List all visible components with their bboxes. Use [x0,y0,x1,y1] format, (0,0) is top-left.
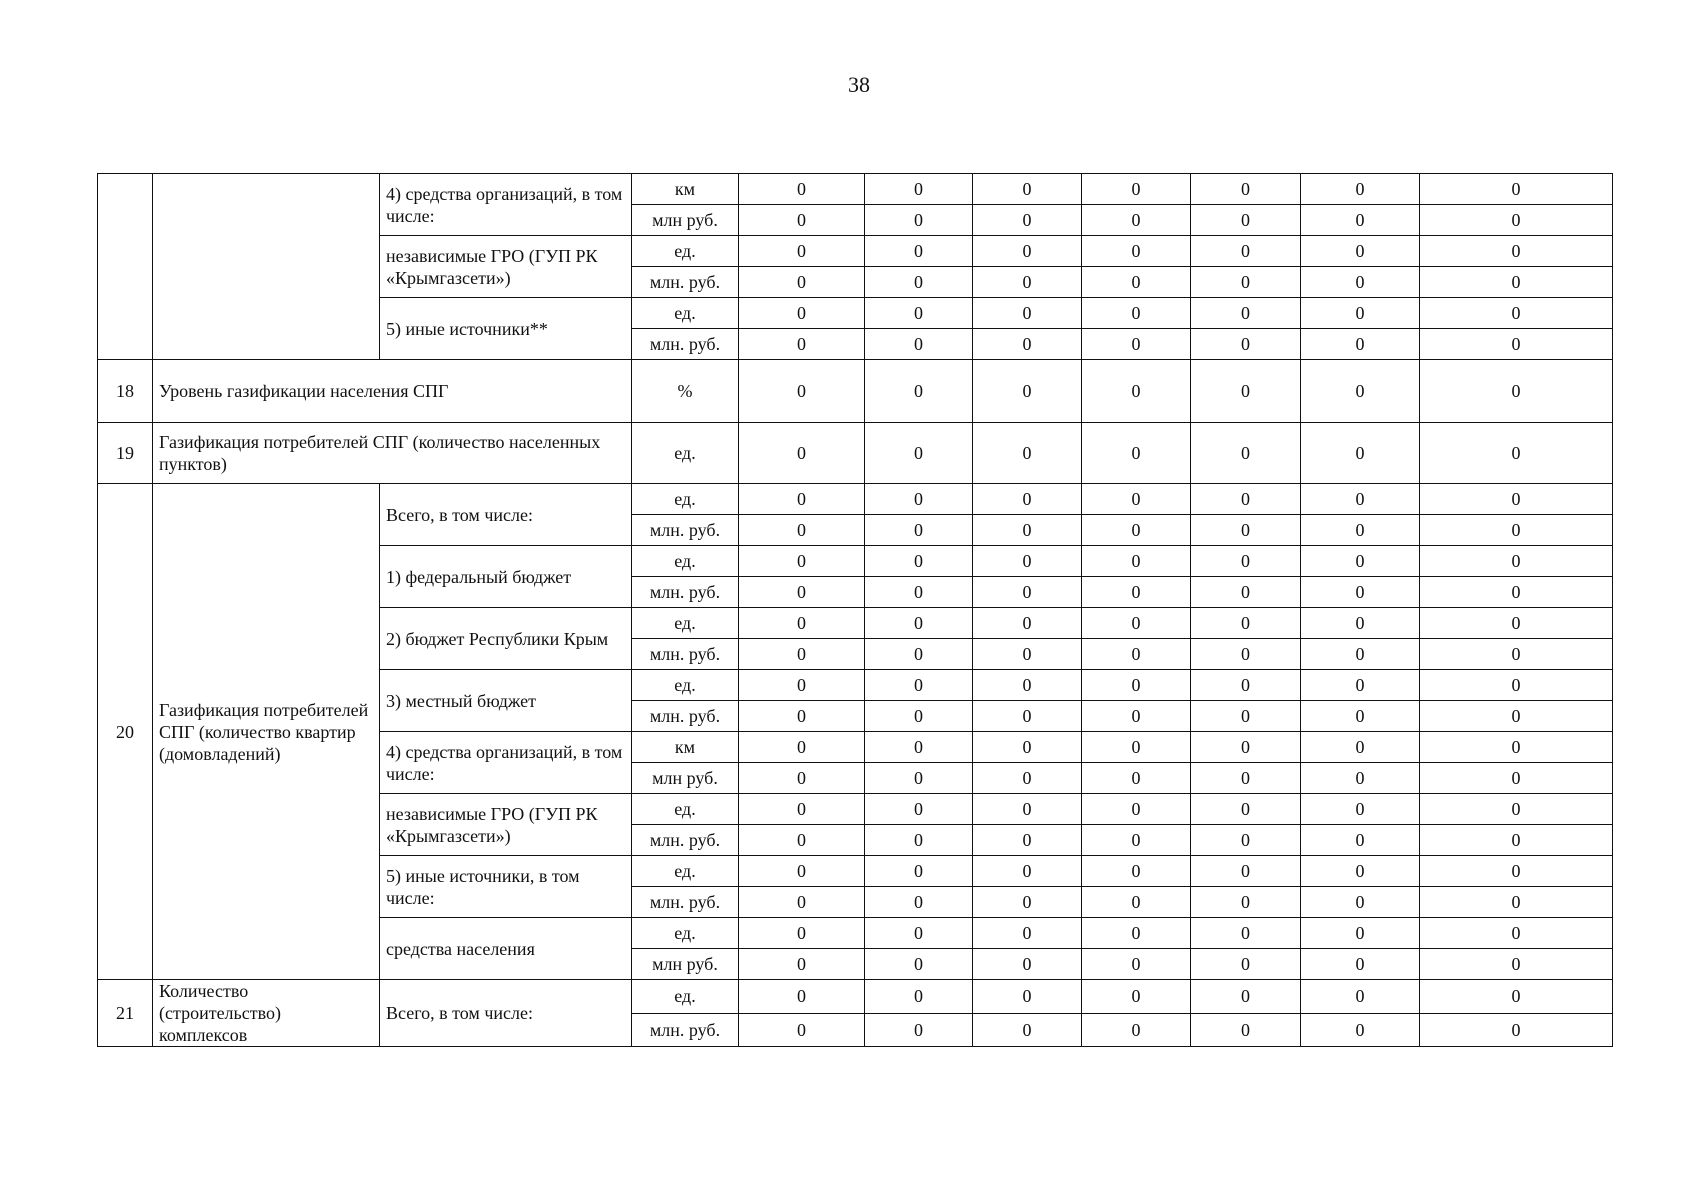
value-cell: 0 [1191,484,1301,515]
value-cell: 0 [865,918,973,949]
value-cell: 0 [1301,329,1420,360]
value-cell: 0 [865,608,973,639]
value-cell: 0 [865,423,973,484]
value-cell: 0 [973,980,1082,1014]
value-cell: 0 [1301,608,1420,639]
value-cell: 0 [1191,423,1301,484]
value-cell: 0 [1301,639,1420,670]
value-cell: 0 [865,887,973,918]
row-number-cell [98,174,153,360]
indicators-table [97,173,1613,1047]
value-cell: 0 [1301,1013,1420,1047]
value-cell: 0 [1301,360,1420,423]
value-cell: 0 [1301,732,1420,763]
value-cell: 0 [739,949,865,980]
value-cell: 0 [1420,639,1613,670]
indicator-name: Газификация потребителей СПГ (количество квартир (домовладений) [153,484,380,980]
value-cell: 0 [1301,515,1420,546]
unit-cell: ед. [632,423,739,484]
value-cell: 0 [973,856,1082,887]
value-cell: 0 [1082,298,1191,329]
value-cell: 0 [1420,423,1613,484]
unit-cell: млн. руб. [632,577,739,608]
value-cell: 0 [1082,484,1191,515]
indicator-name: Газификация потребителей СПГ (количество населенных пунктов) [153,423,632,484]
unit-cell: млн руб. [632,763,739,794]
value-cell: 0 [973,639,1082,670]
value-cell: 0 [865,856,973,887]
unit-cell: млн руб. [632,205,739,236]
value-cell: 0 [739,484,865,515]
value-cell: 0 [739,608,865,639]
value-cell: 0 [1420,484,1613,515]
value-cell: 0 [973,329,1082,360]
value-cell: 0 [1191,329,1301,360]
source-label: 4) средства организаций, в том числе: [380,732,632,794]
value-cell: 0 [739,423,865,484]
row-number: 20 [98,484,153,980]
value-cell: 0 [865,980,973,1014]
value-cell: 0 [739,918,865,949]
value-cell: 0 [1301,825,1420,856]
value-cell: 0 [865,236,973,267]
unit-cell: км [632,732,739,763]
value-cell: 0 [739,887,865,918]
value-cell: 0 [973,670,1082,701]
value-cell: 0 [1082,856,1191,887]
value-cell: 0 [1301,980,1420,1014]
value-cell: 0 [973,701,1082,732]
table-row [98,980,1613,1014]
value-cell: 0 [1082,887,1191,918]
value-cell: 0 [739,546,865,577]
value-cell: 0 [739,174,865,205]
value-cell: 0 [1082,794,1191,825]
value-cell: 0 [973,949,1082,980]
value-cell: 0 [1420,949,1613,980]
value-cell: 0 [1301,949,1420,980]
value-cell: 0 [973,763,1082,794]
value-cell: 0 [973,515,1082,546]
value-cell: 0 [739,329,865,360]
value-cell: 0 [1420,732,1613,763]
value-cell: 0 [1301,763,1420,794]
value-cell: 0 [1191,298,1301,329]
value-cell: 0 [739,980,865,1014]
value-cell: 0 [1191,267,1301,298]
value-cell: 0 [1191,608,1301,639]
indicator-name: Количество (строительство) комплексов [153,980,380,1047]
page-number: 38 [848,72,870,97]
unit-cell: млн. руб. [632,515,739,546]
value-cell: 0 [1420,174,1613,205]
value-cell: 0 [1191,887,1301,918]
row-number: 19 [98,423,153,484]
value-cell: 0 [1191,546,1301,577]
value-cell: 0 [865,794,973,825]
value-cell: 0 [865,174,973,205]
value-cell: 0 [865,515,973,546]
value-cell: 0 [1420,794,1613,825]
value-cell: 0 [739,1013,865,1047]
value-cell: 0 [865,298,973,329]
value-cell: 0 [1420,546,1613,577]
value-cell: 0 [1082,515,1191,546]
value-cell: 0 [1420,608,1613,639]
value-cell: 0 [1420,267,1613,298]
value-cell: 0 [1082,423,1191,484]
value-cell: 0 [973,267,1082,298]
unit-cell: млн. руб. [632,329,739,360]
value-cell: 0 [739,856,865,887]
value-cell: 0 [865,701,973,732]
value-cell: 0 [1420,856,1613,887]
value-cell: 0 [865,329,973,360]
value-cell: 0 [973,732,1082,763]
source-label: Всего, в том числе: [380,980,632,1047]
value-cell: 0 [739,360,865,423]
value-cell: 0 [1082,608,1191,639]
value-cell: 0 [739,701,865,732]
value-cell: 0 [1082,763,1191,794]
source-label: средства населения [380,918,632,980]
value-cell: 0 [1082,236,1191,267]
value-cell: 0 [1420,515,1613,546]
value-cell: 0 [1191,1013,1301,1047]
value-cell: 0 [739,763,865,794]
unit-cell: млн. руб. [632,267,739,298]
value-cell: 0 [739,267,865,298]
value-cell: 0 [865,546,973,577]
value-cell: 0 [973,577,1082,608]
value-cell: 0 [1420,360,1613,423]
value-cell: 0 [1301,484,1420,515]
table-row [98,423,1613,484]
value-cell: 0 [1082,1013,1191,1047]
value-cell: 0 [1420,205,1613,236]
value-cell: 0 [1301,701,1420,732]
value-cell: 0 [865,763,973,794]
value-cell: 0 [1082,732,1191,763]
source-label: 5) иные источники, в том числе: [380,856,632,918]
source-label: 1) федеральный бюджет [380,546,632,608]
unit-cell: млн. руб. [632,701,739,732]
value-cell: 0 [1191,918,1301,949]
source-label: независимые ГРО (ГУП РК «Крымгазсети») [380,794,632,856]
value-cell: 0 [1082,546,1191,577]
value-cell: 0 [1191,763,1301,794]
value-cell: 0 [1191,825,1301,856]
value-cell: 0 [739,794,865,825]
value-cell: 0 [973,423,1082,484]
value-cell: 0 [1420,918,1613,949]
table-row [98,484,1613,515]
value-cell: 0 [1082,360,1191,423]
value-cell: 0 [1191,577,1301,608]
unit-cell: млн. руб. [632,1013,739,1047]
value-cell: 0 [865,577,973,608]
value-cell: 0 [1191,174,1301,205]
value-cell: 0 [1301,205,1420,236]
unit-cell: ед. [632,298,739,329]
unit-cell: ед. [632,236,739,267]
value-cell: 0 [1191,205,1301,236]
value-cell: 0 [1082,329,1191,360]
value-cell: 0 [1191,701,1301,732]
value-cell: 0 [1301,794,1420,825]
value-cell: 0 [1191,856,1301,887]
value-cell: 0 [1420,670,1613,701]
value-cell: 0 [865,360,973,423]
value-cell: 0 [1082,825,1191,856]
value-cell: 0 [1082,980,1191,1014]
value-cell: 0 [739,298,865,329]
value-cell: 0 [865,1013,973,1047]
row-number: 18 [98,360,153,423]
value-cell: 0 [1301,298,1420,329]
value-cell: 0 [1420,825,1613,856]
value-cell: 0 [1420,329,1613,360]
value-cell: 0 [1301,887,1420,918]
value-cell: 0 [1420,887,1613,918]
value-cell: 0 [1082,639,1191,670]
value-cell: 0 [973,825,1082,856]
value-cell: 0 [1191,515,1301,546]
value-cell: 0 [1082,670,1191,701]
value-cell: 0 [739,205,865,236]
value-cell: 0 [1191,236,1301,267]
value-cell: 0 [973,298,1082,329]
value-cell: 0 [1191,794,1301,825]
value-cell: 0 [865,670,973,701]
unit-cell: ед. [632,608,739,639]
value-cell: 0 [973,608,1082,639]
value-cell: 0 [1082,701,1191,732]
value-cell: 0 [1191,360,1301,423]
value-cell: 0 [865,639,973,670]
unit-cell: ед. [632,918,739,949]
value-cell: 0 [973,174,1082,205]
value-cell: 0 [1301,856,1420,887]
source-label: Всего, в том числе: [380,484,632,546]
value-cell: 0 [1301,267,1420,298]
value-cell: 0 [1082,918,1191,949]
value-cell: 0 [973,887,1082,918]
unit-cell: % [632,360,739,423]
table-row [98,174,1613,205]
value-cell: 0 [1082,577,1191,608]
value-cell: 0 [739,577,865,608]
value-cell: 0 [973,484,1082,515]
value-cell: 0 [973,794,1082,825]
value-cell: 0 [1082,267,1191,298]
unit-cell: ед. [632,794,739,825]
row-number: 21 [98,980,153,1047]
source-label: независимые ГРО (ГУП РК «Крымгазсети») [380,236,632,298]
value-cell: 0 [1301,236,1420,267]
value-cell: 0 [1301,423,1420,484]
unit-cell: млн руб. [632,949,739,980]
value-cell: 0 [1082,174,1191,205]
value-cell: 0 [1082,949,1191,980]
value-cell: 0 [1420,236,1613,267]
unit-cell: млн. руб. [632,639,739,670]
unit-cell: км [632,174,739,205]
source-label: 2) бюджет Республики Крым [380,608,632,670]
value-cell: 0 [1191,980,1301,1014]
value-cell: 0 [973,546,1082,577]
value-cell: 0 [865,205,973,236]
value-cell: 0 [1301,670,1420,701]
value-cell: 0 [739,732,865,763]
value-cell: 0 [1191,732,1301,763]
value-cell: 0 [739,639,865,670]
value-cell: 0 [1420,980,1613,1014]
source-label: 4) средства организаций, в том числе: [380,174,632,236]
value-cell: 0 [973,918,1082,949]
source-label: 5) иные источники** [380,298,632,360]
value-cell: 0 [1420,298,1613,329]
table-row [98,360,1613,423]
value-cell: 0 [1420,577,1613,608]
value-cell: 0 [973,360,1082,423]
value-cell: 0 [739,825,865,856]
value-cell: 0 [1082,205,1191,236]
value-cell: 0 [865,267,973,298]
indicator-name-cell [153,174,380,360]
unit-cell: ед. [632,980,739,1014]
value-cell: 0 [973,1013,1082,1047]
unit-cell: млн. руб. [632,825,739,856]
value-cell: 0 [1301,577,1420,608]
value-cell: 0 [865,949,973,980]
value-cell: 0 [739,236,865,267]
value-cell: 0 [865,732,973,763]
value-cell: 0 [1420,1013,1613,1047]
value-cell: 0 [973,205,1082,236]
value-cell: 0 [1301,546,1420,577]
unit-cell: ед. [632,670,739,701]
indicator-name: Уровень газификации населения СПГ [153,360,632,423]
value-cell: 0 [865,825,973,856]
value-cell: 0 [1191,639,1301,670]
value-cell: 0 [739,515,865,546]
value-cell: 0 [1191,670,1301,701]
unit-cell: млн. руб. [632,887,739,918]
unit-cell: ед. [632,856,739,887]
value-cell: 0 [1191,949,1301,980]
unit-cell: ед. [632,546,739,577]
value-cell: 0 [739,670,865,701]
unit-cell: ед. [632,484,739,515]
value-cell: 0 [1301,174,1420,205]
value-cell: 0 [865,484,973,515]
value-cell: 0 [1301,918,1420,949]
source-label: 3) местный бюджет [380,670,632,732]
value-cell: 0 [1420,763,1613,794]
value-cell: 0 [973,236,1082,267]
value-cell: 0 [1420,701,1613,732]
